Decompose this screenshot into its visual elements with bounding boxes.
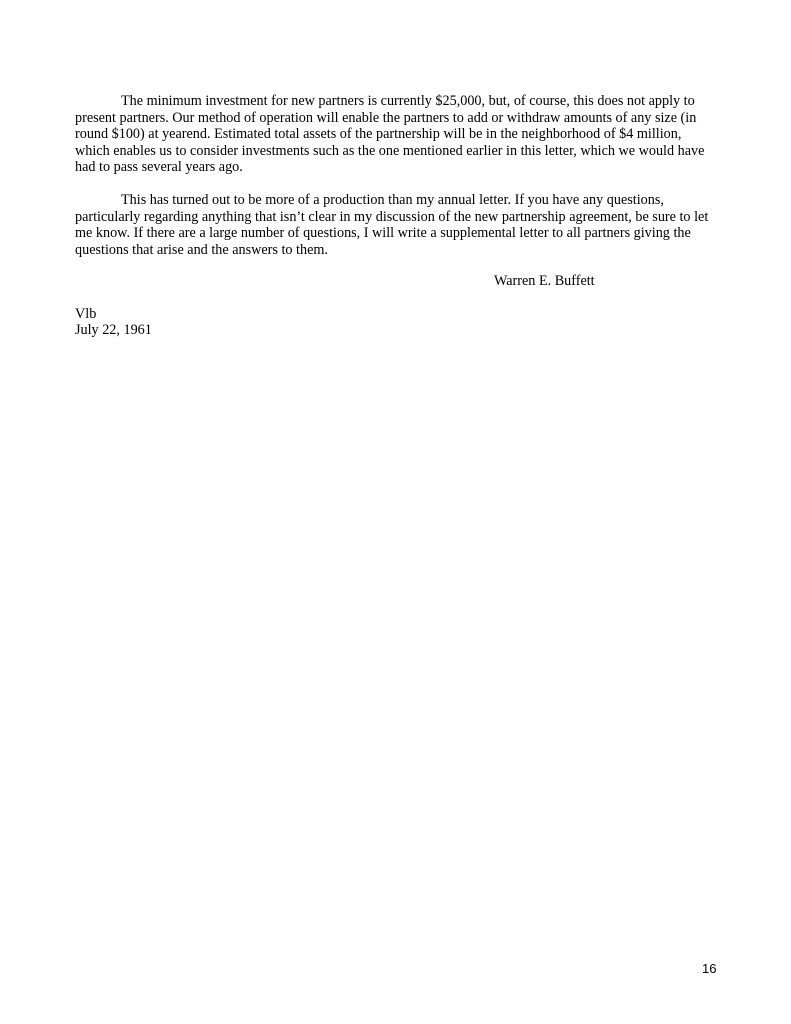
paragraph-line: had to pass several years ago.: [75, 159, 243, 175]
paragraph-line: This has turned out to be more of a production than my annual letter. If you have any questions,: [121, 192, 664, 208]
paragraph-line: questions that arise and the answers to them.: [75, 241, 328, 258]
page-number: 16: [702, 961, 717, 976]
paragraph-minimum-investment: [75, 93, 720, 176]
paragraph-closing-questions: [75, 192, 720, 258]
paragraph-line: present partners. Our method of operation will enable the partners to add or withdraw amounts of any size (in: [75, 109, 697, 126]
letter-date: July 22, 1961: [75, 322, 152, 338]
paragraph-line: The minimum investment for new partners is currently $25,000, but, of course, this does not apply to: [121, 93, 695, 109]
paragraph-line: round $100) at yearend. Estimated total assets of the partnership will be in the neighborhood of $4 million,: [75, 126, 682, 142]
paragraph-line: which enables us to consider investments such as the one mentioned earlier in this letter, which we would have: [75, 142, 705, 159]
paragraph-line: particularly regarding anything that isn’t clear in my discussion of the new partnership agreement, be sure to let: [75, 208, 709, 225]
paragraph-line: me know. If there are a large number of questions, I will write a supplemental letter to all partners giving the: [75, 225, 691, 241]
signature: Warren E. Buffett: [494, 273, 595, 289]
typist-initials: Vlb: [75, 306, 97, 322]
